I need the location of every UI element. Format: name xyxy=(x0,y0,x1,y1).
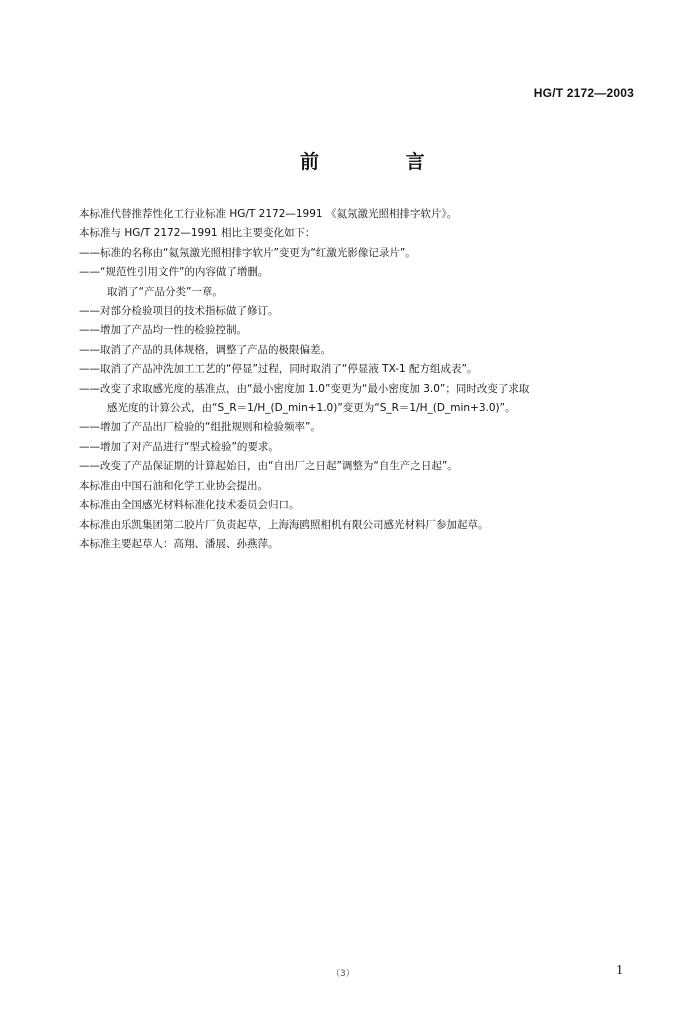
paragraph-line: 本标准由中国石油和化学工业协会提出。 xyxy=(79,479,268,492)
list-item: ——增加了对产品进行“型式检验”的要求。 xyxy=(79,440,279,453)
list-item: ——对部分检验项目的技术指标做了修订。 xyxy=(79,305,279,318)
list-item-continuation: 取消了“产品分类”一章。 xyxy=(107,285,223,298)
list-item: ——增加了产品出厂检验的“组批规则和检验频率”。 xyxy=(79,421,321,434)
paragraph-line: 本标准与 HG/T 2172—1991 相比主要变化如下： xyxy=(79,227,316,240)
list-item: ——标准的名称由“氦氖激光照相排字软片”变更为“红激光影像记录片”。 xyxy=(79,246,416,259)
paragraph-line: 本标准代替推荐性化工行业标准 HG/T 2172—1991 《氦氖激光照相排字软片》。 xyxy=(79,208,458,220)
list-item: ——取消了产品冲洗加工工艺的“停显”过程，同时取消了“停显液 TX-1 配方组成表”。 xyxy=(79,363,478,376)
list-item: ——“规范性引用文件”的内容做了增删。 xyxy=(79,266,269,279)
list-item: ——取消了产品的具体规格，调整了产品的极限偏差。 xyxy=(79,343,331,356)
standard-code: HG/T 2172—2003 xyxy=(533,86,634,100)
list-item-continuation: 感光度的计算公式，由“S_R＝1/H_(D_min+1.0)”变更为“S_R＝1/H_(D_min+3.0)”。 xyxy=(107,402,516,415)
paragraph-line: 本标准由乐凯集团第二胶片厂负责起草，上海海鸥照相机有限公司感光材料厂参加起草。 xyxy=(79,518,489,531)
foreword-body xyxy=(79,205,649,554)
list-item: ——改变了产品保证期的计算起始日，由“自出厂之日起”调整为“自生产之日起”。 xyxy=(79,460,458,473)
paragraph-line: 本标准主要起草人：高翔、潘展、孙燕萍。 xyxy=(79,537,279,550)
list-item: ——改变了求取感光度的基准点，由“最小密度加 1.0”变更为“最小密度加 3.0”；同时改变了求取 xyxy=(79,382,530,395)
paragraph-line: 本标准由全国感光材料标准化技术委员会归口。 xyxy=(79,499,300,512)
list-item: ——增加了产品均一性的检验控制。 xyxy=(79,324,247,337)
footer-mark: （3） xyxy=(331,969,355,979)
page-title: 前 言 xyxy=(300,151,465,173)
page-number: 1 xyxy=(616,963,623,978)
